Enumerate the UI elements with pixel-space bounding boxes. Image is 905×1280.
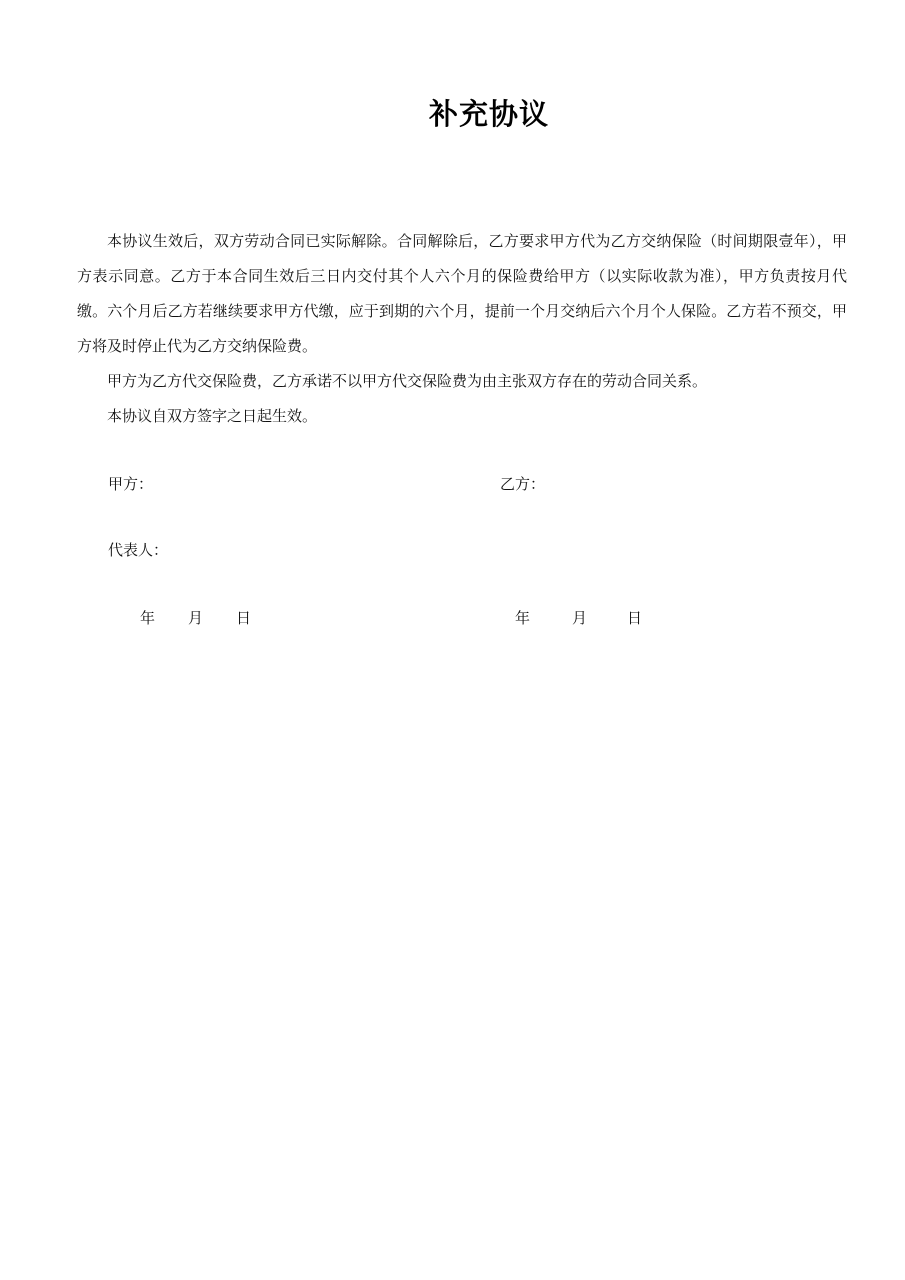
date-month-label: 月 xyxy=(572,609,588,627)
date-day-label: 日 xyxy=(627,609,643,627)
document-title: 补充协议 xyxy=(428,97,549,131)
paragraph-commitment: 甲方为乙方代交保险费，乙方承诺不以甲方代交保险费为由主张双方存在的劳动合同关系。 xyxy=(107,372,708,390)
document-body xyxy=(77,224,847,434)
date-day-label: 日 xyxy=(236,609,252,627)
paragraph-effective: 本协议自双方签字之日起生效。 xyxy=(107,407,318,425)
date-year-label: 年 xyxy=(140,609,156,627)
date-year-label: 年 xyxy=(515,609,531,627)
date-month-label: 月 xyxy=(188,609,204,627)
party-a-label: 甲方： xyxy=(108,475,154,493)
representative-label: 代表人： xyxy=(108,541,169,559)
paragraph-terms: 本协议生效后，双方劳动合同已实际解除。合同解除后，乙方要求甲方代为乙方交纳保险（时间期限壹年），甲方表示同意。乙方于本合同生效后三日内交付其个人六个月的保险费给甲方（以实际收款为准），甲方负责按月代缴。六个月后乙方若继续要求甲方代缴，应于到期的六个月，提前一个月交纳后六个月个人保险。乙方若不预交，甲方将及时停止代为乙方交纳保险费。 xyxy=(77,232,847,355)
party-b-label: 乙方： xyxy=(500,475,546,493)
